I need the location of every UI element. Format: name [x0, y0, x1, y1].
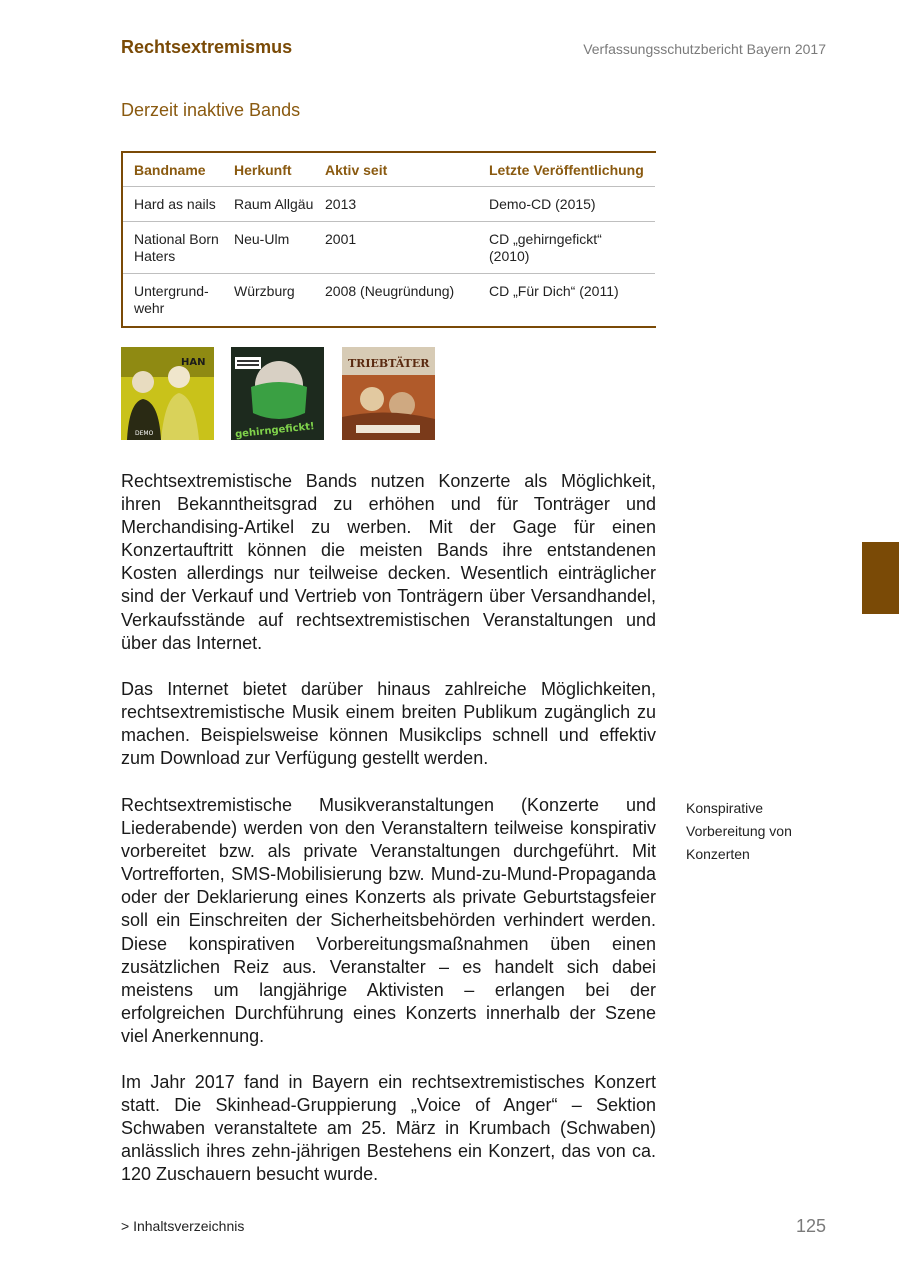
bands-table	[123, 153, 655, 325]
column-header-herkunft: Herkunft	[234, 153, 325, 187]
cell-bandname: Hard as nails	[123, 187, 234, 222]
svg-text:HAN: HAN	[181, 357, 206, 368]
table-of-contents-link[interactable]: > Inhaltsverzeichnis	[121, 1218, 245, 1234]
bands-table-frame	[121, 151, 656, 328]
cell-herkunft: Raum Allgäu	[234, 187, 325, 222]
margin-note-line: Konzerten	[686, 846, 750, 862]
cover-label: TRIEBTÄTER	[348, 357, 430, 370]
cell-veroeffentlichung: Demo-CD (2015)	[489, 187, 655, 222]
column-header-bandname: Bandname	[123, 153, 234, 187]
page-number: 125	[795, 1216, 826, 1236]
chapter-tab-marker	[862, 542, 899, 614]
paragraph-1: Rechtsextremistische Bands nutzen Konzerte als Möglichkeit, ihren Bekanntheitsgrad zu erhöhen und für Tonträger und Merchandising-Artikel zu werben. Mit der Gage für einen Konzertauftritt können die meisten Bands ihre entstandenen Kosten allerdings nur teilweise decken. Wesentlich einträglicher sind der Verkauf und Vertrieb von Tonträgern über Versandhandel, Verkaufsstände auf rechtsextremistischen Veranstaltungen und über das Internet.	[121, 471, 656, 653]
cell-bandname: Untergrund-wehr	[134, 283, 209, 316]
cell-veroeffentlichung: CD „gehirngefickt“ (2010)	[489, 222, 655, 274]
cover-label: gehirngefickt!	[234, 421, 316, 440]
cell-herkunft: Würzburg	[234, 283, 295, 299]
album-cover-triebtaeter	[342, 347, 435, 440]
cell-veroeffentlichung: CD „Für Dich“ (2011)	[489, 283, 619, 299]
running-head-publication: Verfassungsschutzbericht Bayern 2017	[583, 41, 826, 57]
paragraph-3: Rechtsextremistische Musikveranstaltungen (Konzerte und Liederabende) werden von den Veranstaltern teilweise konspirativ vorbereitet bzw. als private Veranstaltungen durchgeführt. Mit Vortrefforten, SMS-Mobilisierung bzw. Mund-zu-Mund-Propaganda oder der Deklarierung eines Konzerts als private Geburtstagsfeier soll ein Einschreiten der Sicherheitsbehörden verhindert werden. Diese konspirativen Vorbereitungsmaßnahmen üben einen zusätzlichen Reiz aus. Veranstalter – es handelt sich dabei meistens um langjährige Aktivisten – erlangen bei der erfolgreichen Durchführung eines Konzerts innerhalb der Szene viel Anerkennung.	[121, 795, 656, 1046]
table-row	[123, 187, 655, 222]
cell-aktiv-seit: 2008 (Neugründung)	[325, 283, 455, 299]
column-header-aktiv-seit: Aktiv seit	[325, 153, 489, 187]
margin-note	[686, 797, 826, 866]
cell-bandname: National Born Haters	[123, 222, 234, 274]
paragraph-2: Das Internet bietet darüber hinaus zahlreiche Möglichkeiten, rechtsextremistische Musik einem breiten Publikum zugänglich zu machen. Beispielsweise können Musikclips schnell und effektiv zum Download zur Verfügung gestellt werden.	[121, 679, 656, 769]
section-title: Derzeit inaktive Bands	[121, 100, 301, 120]
table-header-row	[123, 153, 655, 187]
table-row	[123, 274, 655, 326]
album-cover-gehirngefickt	[231, 347, 324, 440]
column-header-letzte-veroeffentlichung: Letzte Veröffentlichung	[489, 153, 655, 187]
album-cover-hard-as-nails	[121, 347, 214, 440]
running-head-chapter: Rechtsextremismus	[121, 37, 293, 57]
table-row	[123, 222, 655, 274]
cell-herkunft: Neu-Ulm	[234, 222, 325, 274]
cover-label: DEMO	[135, 430, 154, 437]
paragraph-4: Im Jahr 2017 fand in Bayern ein rechtsextremistisches Konzert statt. Die Skinhead-Gruppierung „Voice of Anger“ – Sektion Schwaben veranstaltete am 25. März in Krumbach (Schwaben) anlässlich ihres zehn-jährigen Bestehens ein Konzert, das von ca. 120 Zuschauern besucht wurde.	[121, 1072, 656, 1185]
margin-note-line: Konspirative	[686, 800, 764, 816]
margin-note-line: Vorbereitung von	[686, 823, 792, 839]
cell-aktiv-seit: 2013	[325, 187, 489, 222]
cell-aktiv-seit: 2001	[325, 222, 489, 274]
